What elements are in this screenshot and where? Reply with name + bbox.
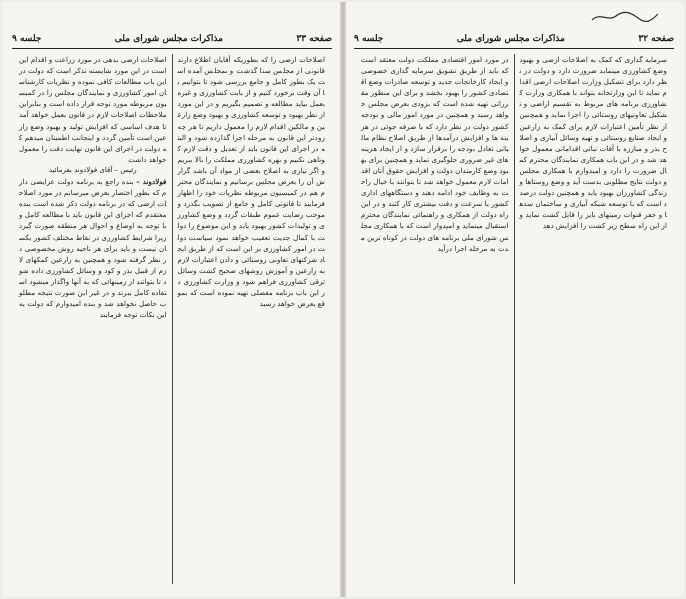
handwritten-mark (590, 10, 660, 24)
left-page-number: صفحه ۳۳ (296, 34, 332, 44)
right-page-session: جلسه ۹ (354, 34, 384, 44)
left-page-title: مذاکرات مجلس شورای ملی (114, 34, 223, 44)
right-page-header (354, 30, 674, 48)
paragraph: اصلاحات ارضی بدهی در مورد زراعت و اقدام این است در این مورد شایسته تذکر است که دولت در این باب مطالعات کافی نموده و نظریات کارشناسان امور کشاورزی و نمایندگان مجلس را در کمیسیون مربوطه مورد توجه قرار داده است و بنابراین ملاحظات اصلاحات لازم در قانون بعمل خواهد آمد تا هدف اساسی که افزایش تولید و بهبود وضع زارعین است تأمین گردد و اینجانب اطمینان میدهم که دولت در اجرای این قانون نهایت دقت را معمول خواهد داشت (19, 55, 167, 164)
paragraph: سرمایه گذاری که کمک به اصلاحات ارضی و بهبود وضع کشاورزی مینماید ضرورت دارد و دولت در نظر دارد برای تشکیل وزارت اصلاحات ارضی اقدام نماید تا این وزارتخانه بتواند با همکاری وزارت کشاورزی برنامه های مربوط به تقسیم اراضی و تشکیل تعاونیهای روستائی را اجرا نماید و همچنین از نظر تأمین اعتبارات لازم برای کمک به زارعین و ایجاد صنایع روستائی و تهیه وسائل آبیاری و اصلاح بذر و مبارزه با آفات نباتی اقداماتی معمول خواهد شد و در این باب همکاری نمایندگان محترم کمال ضرورت را دارد و امیدوارم با همکاری مجلس و دولت نتایج مطلوبی بدست آید و وضع روستاها و زندگی کشاورزان بهبود یابد و همچنین دولت درصدد است که با توسعه شبکه آبیاری و ساختمان سدها و حفر قنوات زمینهای بایر را قابل کشت نماید و از این راه سطح زیر کشت را افزایش دهد (519, 55, 667, 231)
right-page-number: صفحه ۳۲ (638, 34, 674, 44)
left-page-column-right (173, 54, 331, 584)
paragraph: اصلاحات ارضی را که بطوریکه آقایان اطلاع دارند قانونی از مجلس سنا گذشت و بمجلس آمده است یک بطور کامل و جامع بررسی شود تا بتوانیم با آن وقت برخورد کنیم و از بابت کشاورزی و غیره بعمل بیاید مطالعه و تصمیم بگیریم و در این مورد از نظر بهبود و توسعه کشاورزی و بهبود وضع زارعین و مالکین اقدام لازم را معمول داریم تا هر چه زودتر این قانون به مرحله اجرا گذارده شود و البته در اجرای این قانون باید از تعدیل و دقت لازم کوتاهی نکنیم و بهره کشاورزی مملکت را بالا ببریم و اگر نیازی به اصلاح بعضی از مواد آن باشد گزارش آن را بعرض مجلس برسانیم و نمایندگان محترم هم در کمیسیون مربوطه نظریات خود را اظهار فرمایند تا قانونی کامل و جامع از تصویب بگذرد و موجب رضایت عموم طبقات گردد و وضع کشاورزی و تولیدات کشور بهبود یابد و این موضوع را دولت با کمال جدیت تعقیب خواهد نمود (177, 55, 325, 242)
right-page-columns (356, 54, 672, 584)
paragraph: بنده راجع به برنامه دولت عرایضی دارم که بطور اختصار بعرض میرسانم در مورد اصلاحات ارضی که در برنامه دولت ذکر شده است بنده معتقدم که اجرای این قانون باید با مطالعه کامل و با توجه به اوضاع و احوال هر منطقه صورت گیرد زیرا شرایط کشاورزی در نقاط مختلف کشور یکسان نیست و باید برای هر ناحیه روش مخصوصی در نظر گرفته شود و همچنین به زارعین کمکهای لازم از قبیل بذر و کود و وسائل کشاورزی داده شود تا بتوانند از زمینهائی که به آنها واگذار میشود استفاده کامل ببرند و در غیر این صورت نتیجه مطلوب حاصل نخواهد شد و بنده امیدوارم که دولت به این نکات توجه فرمایند (19, 177, 167, 320)
left-page-column-left (14, 54, 172, 584)
document-spread (2, 2, 684, 597)
left-page (6, 8, 338, 592)
right-header-rule (354, 48, 674, 49)
left-page-columns (14, 54, 330, 584)
paragraph: در مورد امور اقتصادی مملکت دولت معتقد است که باید از طریق تشویق سرمایه گذاری خصوصی و ایجاد کارخانجات جدید و توسعه صادرات وضع اقتصادی کشور را بهبود بخشد و برای این منظور مقرراتی تهیه شده است که بزودی بعرض مجلس خواهد رسید و همچنین در مورد امور مالی و بودجه کشور دولت در نظر دارد که با صرفه جوئی در هزینه ها و افزایش درآمدها از طریق اصلاح نظام مالیاتی تعادل بودجه را برقرار سازد و از ایجاد هزینه های غیر ضروری جلوگیری نماید و همچنین برای بهبود وضع کارمندان دولت و افزایش حقوق آنان اقدامات لازم معمول خواهد شد تا بتوانند با خیال راحت به وظایف خود ادامه دهند و دستگاههای اداری کشور با سرعت و دقت بیشتری کار کنند و در این راه دولت از همکاری و راهنمائی نمایندگان محترم استقبال مینماید و امیدوار است که با همکاری مجلس شورای ملی برنامه های دولت در کوتاه ترین مدت به مرحله اجرا درآید (361, 55, 509, 253)
left-page-session: جلسه ۹ (12, 34, 42, 44)
left-header-rule (12, 48, 332, 49)
book-gutter (340, 2, 346, 597)
right-page-column-left (356, 54, 514, 584)
paragraph: سیاست دولت در امور کشاورزی بر این است که از طریق ایجاد شرکتهای تعاونی روستائی و دادن اعتبارات لازم به زارعین و آموزش روشهای صحیح کشت وسائل ترقی کشاورزی فراهم شود و وزارت کشاورزی در این باب برنامه مفصلی تهیه نموده است که بموقع بعرض خواهد رسید (177, 232, 325, 309)
right-page (348, 8, 680, 592)
speaker-name: فولادوند – (136, 177, 167, 187)
speaker-line: رئیس – آقای فولادوند بفرمائید (48, 165, 137, 174)
left-page-header (12, 30, 332, 48)
right-page-column-right (515, 54, 673, 584)
right-page-title: مذاکرات مجلس شورای ملی (456, 34, 565, 44)
